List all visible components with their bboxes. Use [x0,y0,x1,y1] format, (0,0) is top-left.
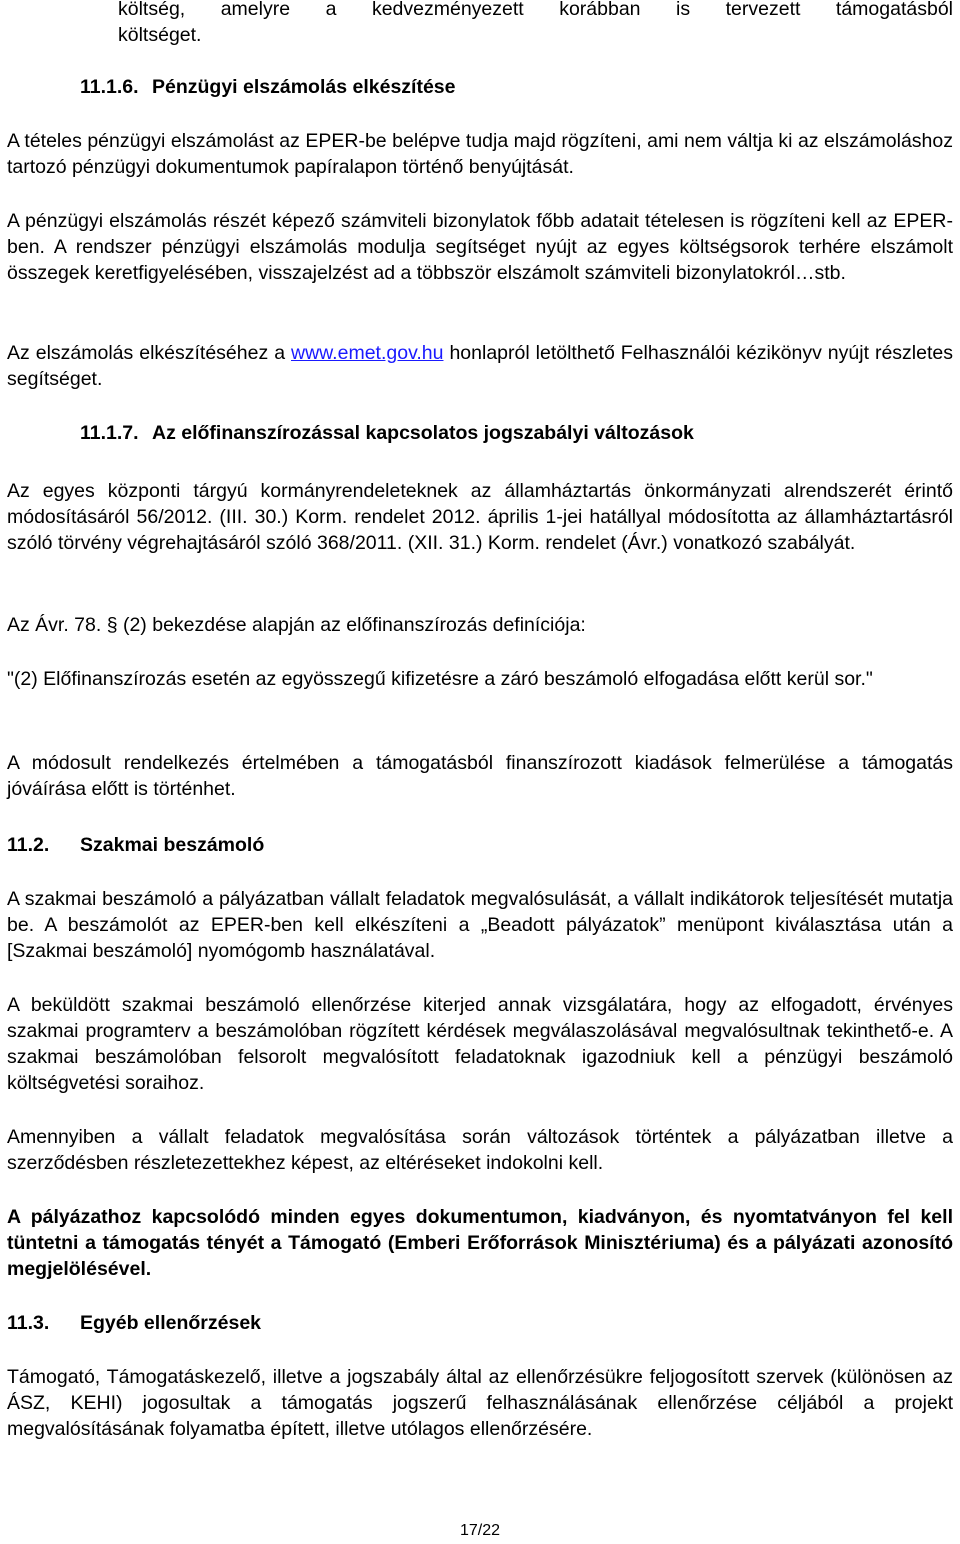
paragraph: Az egyes központi tárgyú kormányrendeleteknek az államháztartás önkormányzati alrendszerét érintő módosításáról 56/2012. (III. 30.) Korm. rendelet 2012. április 1-jei hatállyal módosította az államháztartásról szóló törvény végrehajtásáról szóló 368/2011. (XII. 31.) Korm. rendelet (Ávr.) vonatkozó szabályát. [7,480,953,554]
text: Az elszámolás elkészítéséhez a [7,342,292,364]
heading-number: 11.3. [7,1312,50,1334]
heading-title: Pénzügyi elszámolás elkészítése [152,76,456,98]
paragraph: A beküldött szakmai beszámoló ellenőrzése kiterjed annak vizsgálatára, hogy az elfogadott, érvényes szakmai programterv a beszámolóban rögzített kérdések megválaszolásával megvalósultnak tekinthető-e. A szakmai beszámolóban felsorolt megvalósított feladatoknak igazodniuk kell a pénzügyi beszámoló költségvetési soraihoz. [7,994,953,1094]
page-number: 17/22 [459,1522,501,1539]
paragraph: "(2) Előfinanszírozás esetén az egyösszegű kifizetésre a záró beszámoló elfogadása előtt kerül sor." [7,668,873,690]
bold-paragraph: A pályázathoz kapcsolódó minden egyes dokumentumon, kiadványon, és nyomtatványon fel kell tüntetni a támogatás tényét a Támogató (Emberi Erőforrások Minisztériuma) és a pályázati azonosító megjelölésével. [7,1206,953,1280]
paragraph: A pénzügyi elszámolás részét képező számviteli bizonylatok főbb adatait tételesen is rögzíteni kell az EPER-ben. A rendszer pénzügyi elszámolás modulja segítséget nyújt az egyes költségsorok terhére elszámolt összegek keretfigyelésében, visszajelzést ad a többször elszámolt számviteli bizonylatokról…stb. [7,210,953,284]
heading-title: Szakmai beszámoló [80,834,265,856]
heading-113 [7,1310,261,1336]
paragraph: A módosult rendelkezés értelmében a támogatásból finanszírozott kiadások felmerülése a támogatás jóváírása előtt is történhet. [7,752,953,800]
paragraph: Támogató, Támogatáskezelő, illetve a jogszabály által az ellenőrzésükre feljogosított szervek (különösen az ÁSZ, KEHI) jogosultak a támogatás jogszerű felhasználásának ellenőrzése céljából a projekt megvalósításának folyamatba épített, illetve utólagos ellenőrzésére. [7,1366,953,1440]
intro-line-2: költséget. [118,24,202,46]
paragraph: Amennyiben a vállalt feladatok megvalósítása során változások történtek a pályázatban illetve a szerződésben részletezettekhez képest, az eltéréseket indokolni kell. [7,1126,953,1174]
heading-number: 11.1.6. [80,76,139,98]
heading-1116 [7,74,456,100]
intro-line-1: költség, amelyre a kedvezményezett korábban is tervezett támogatásból [118,0,953,20]
paragraph: Az Ávr. 78. § (2) bekezdése alapján az előfinanszírozás definíciója: [7,614,586,636]
heading-title: Egyéb ellenőrzések [80,1312,262,1334]
paragraph [7,340,953,392]
heading-title: Az előfinanszírozással kapcsolatos jogszabályi változások [152,422,694,444]
heading-number: 11.2. [7,834,50,856]
heading-number: 11.1.7. [80,422,139,444]
text: honlapról letölthető Felhasználói kézikönyv nyújt részletes segítséget. [7,342,953,390]
paragraph: A tételes pénzügyi elszámolást az EPER-be belépve tudja majd rögzíteni, ami nem váltja ki az elszámoláshoz tartozó pénzügyi dokumentumok papíralapon történő benyújtását. [7,130,953,178]
heading-112 [7,832,264,858]
emet-link[interactable]: www.emet.gov.hu [291,342,444,364]
paragraph: A szakmai beszámoló a pályázatban vállalt feladatok megvalósulását, a vállalt indikátorok teljesítését mutatja be. A beszámolót az EPER-ben kell elkészíteni a „Beadott pályázatok” menüpont kiválasztása után a [Szakmai beszámoló] nyomógomb használatával. [7,888,953,962]
heading-1117 [7,420,694,446]
